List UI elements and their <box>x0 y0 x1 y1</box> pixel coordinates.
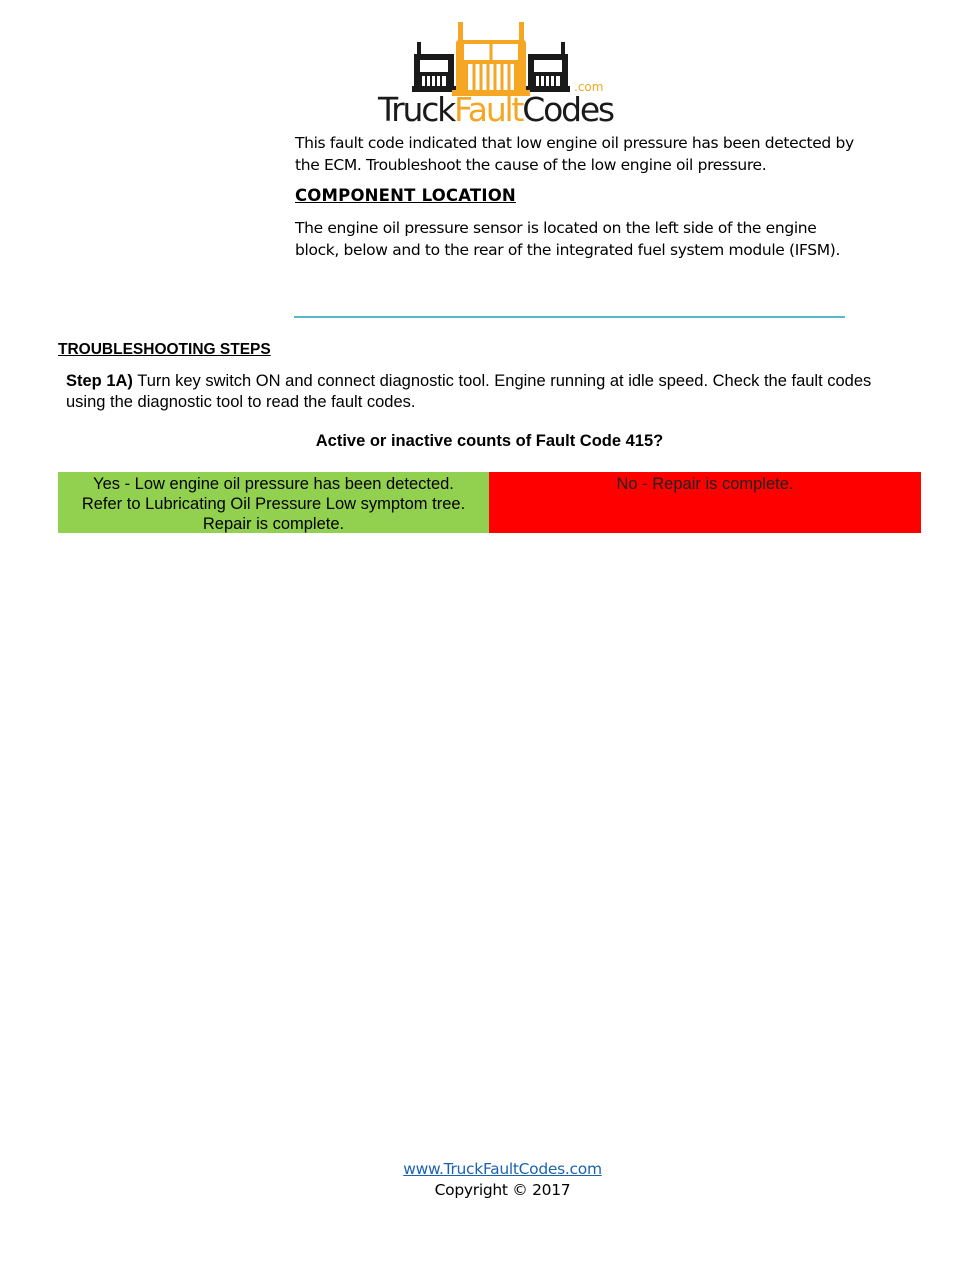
answer-yes-line3: Repair is complete. <box>202 515 345 533</box>
brand-truck: Truck <box>378 90 455 129</box>
answer-no-text: No - Repair is complete. <box>616 475 794 493</box>
answer-yes-line1: Yes - Low engine oil pressure has been detected. <box>93 475 454 493</box>
component-location-body: The engine oil pressure sensor is located on the left side of the engine block, below and to the rear of the integrated fuel system module (IFSM). <box>295 219 841 259</box>
footer-website-link[interactable]: www.TruckFaultCodes.com <box>403 1160 602 1178</box>
answer-no-cell <box>489 472 921 533</box>
troubleshooting-heading: TROUBLESHOOTING STEPS <box>58 341 271 358</box>
step-label: Step 1A) <box>66 372 133 390</box>
step-text: Turn key switch ON and connect diagnostic tool. Engine running at idle speed. Check the fault codes using the diagnostic tool to read the fault codes. <box>66 372 872 411</box>
brand-codes: Codes <box>522 90 613 129</box>
brand-wordmark <box>378 90 613 130</box>
answer-table <box>58 472 921 533</box>
intro-paragraph: This fault code indicated that low engine oil pressure has been detected by the ECM. Troubleshoot the cause of the low engine oil pressure. <box>295 134 854 174</box>
footer-copyright: Copyright © 2017 <box>434 1181 571 1199</box>
brand-suffix: .com <box>574 80 604 94</box>
brand-logo <box>378 20 613 129</box>
section-divider <box>294 316 845 318</box>
step-1a <box>66 371 906 413</box>
truck-logo-icon <box>378 20 604 98</box>
step-question: Active or inactive counts of Fault Code 415? <box>315 432 664 450</box>
component-location-heading: COMPONENT LOCATION <box>295 186 516 205</box>
brand-fault: Fault <box>454 90 523 129</box>
answer-yes-line2: Refer to Lubricating Oil Pressure Low symptom tree. <box>81 495 466 513</box>
answer-yes-cell <box>58 472 489 533</box>
